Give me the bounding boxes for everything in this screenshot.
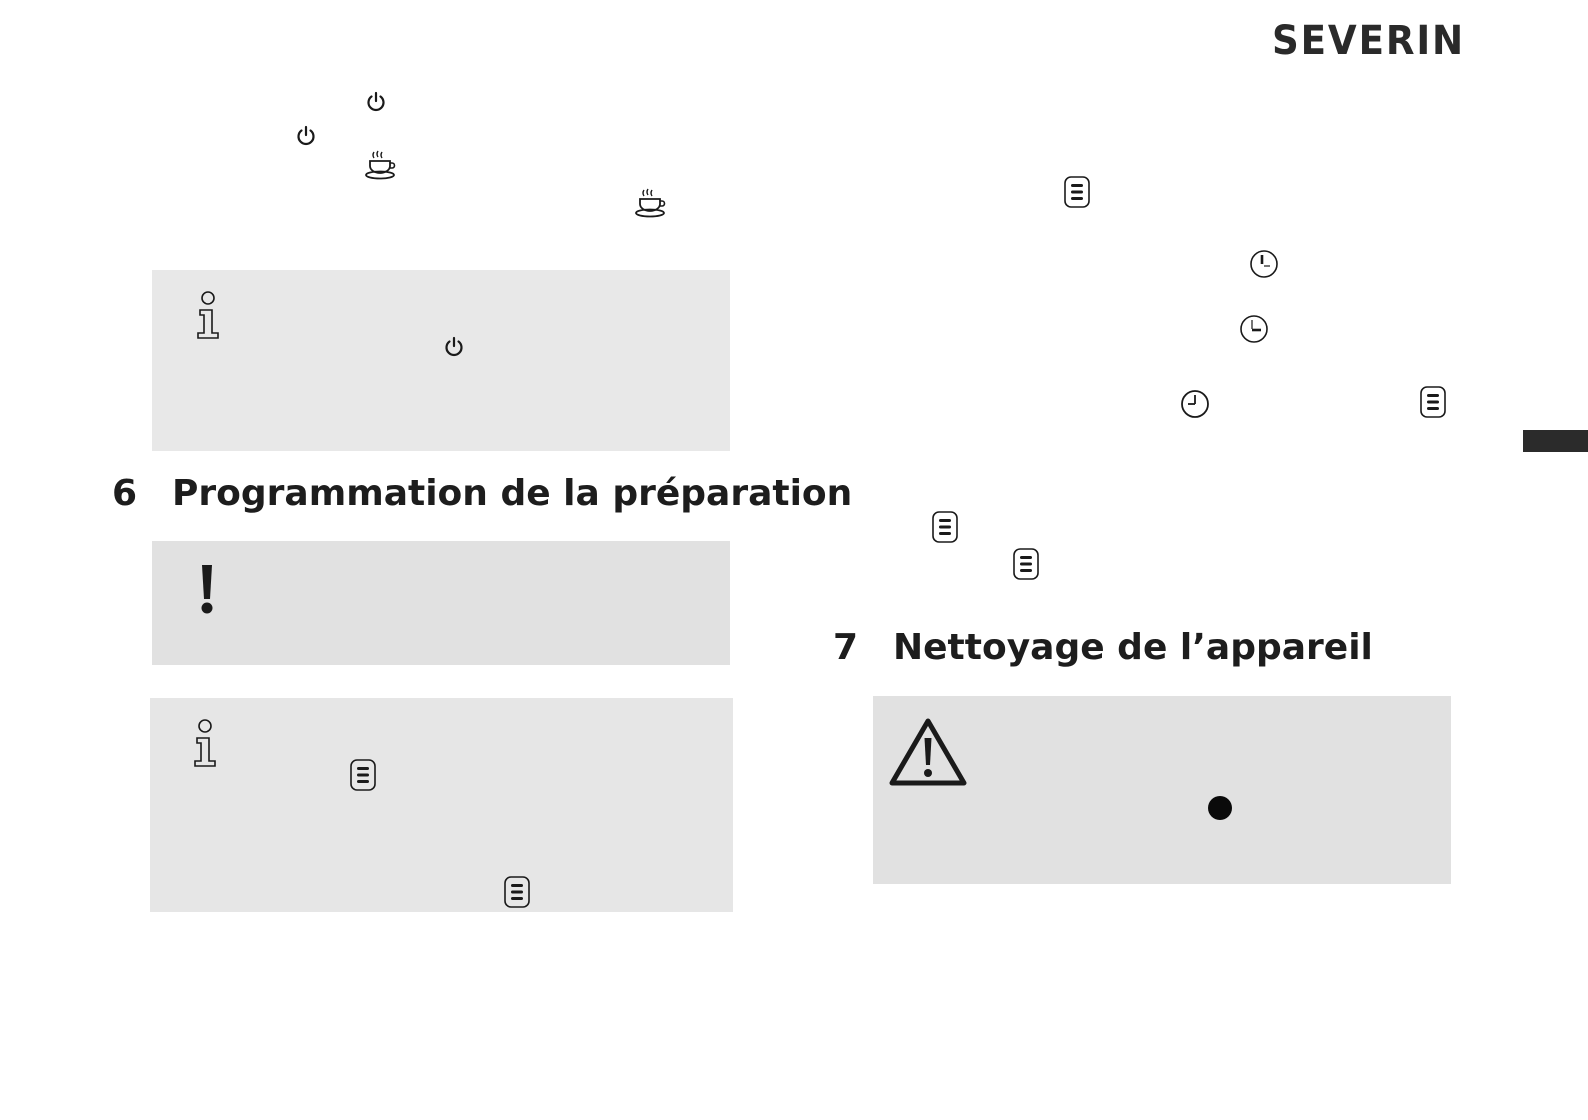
power-icon bbox=[443, 336, 465, 358]
menu-button-icon bbox=[931, 510, 959, 544]
clock-icon bbox=[1249, 249, 1279, 279]
menu-button-icon bbox=[1419, 385, 1447, 419]
menu-button-icon bbox=[1012, 547, 1040, 581]
info-note-box bbox=[150, 698, 733, 912]
filled-dot-icon bbox=[1207, 795, 1233, 821]
section-7-heading bbox=[833, 626, 1373, 670]
attention-note-box bbox=[152, 541, 730, 665]
clock-icon bbox=[1239, 314, 1269, 344]
section-title: Nettoyage de l’appareil bbox=[893, 627, 1373, 668]
menu-button-icon bbox=[1063, 175, 1091, 209]
clock-icon bbox=[1180, 389, 1210, 419]
warning-triangle-icon bbox=[888, 716, 968, 788]
info-note-box bbox=[152, 270, 730, 451]
coffee-cup-icon bbox=[634, 188, 666, 218]
section-6-heading bbox=[112, 472, 852, 516]
section-title: Programmation de la préparation bbox=[172, 473, 853, 514]
power-icon bbox=[295, 125, 317, 147]
section-number: 6 bbox=[112, 473, 138, 514]
menu-button-icon bbox=[503, 875, 531, 909]
menu-button-icon bbox=[349, 758, 377, 792]
info-icon bbox=[193, 291, 223, 341]
brand-logo: SEVERIN bbox=[1272, 18, 1466, 64]
coffee-cup-icon bbox=[364, 150, 396, 180]
exclamation-icon bbox=[198, 563, 216, 615]
language-tab-marker bbox=[1523, 430, 1588, 452]
power-icon bbox=[365, 91, 387, 113]
section-number: 7 bbox=[833, 627, 859, 668]
info-icon bbox=[190, 719, 220, 769]
